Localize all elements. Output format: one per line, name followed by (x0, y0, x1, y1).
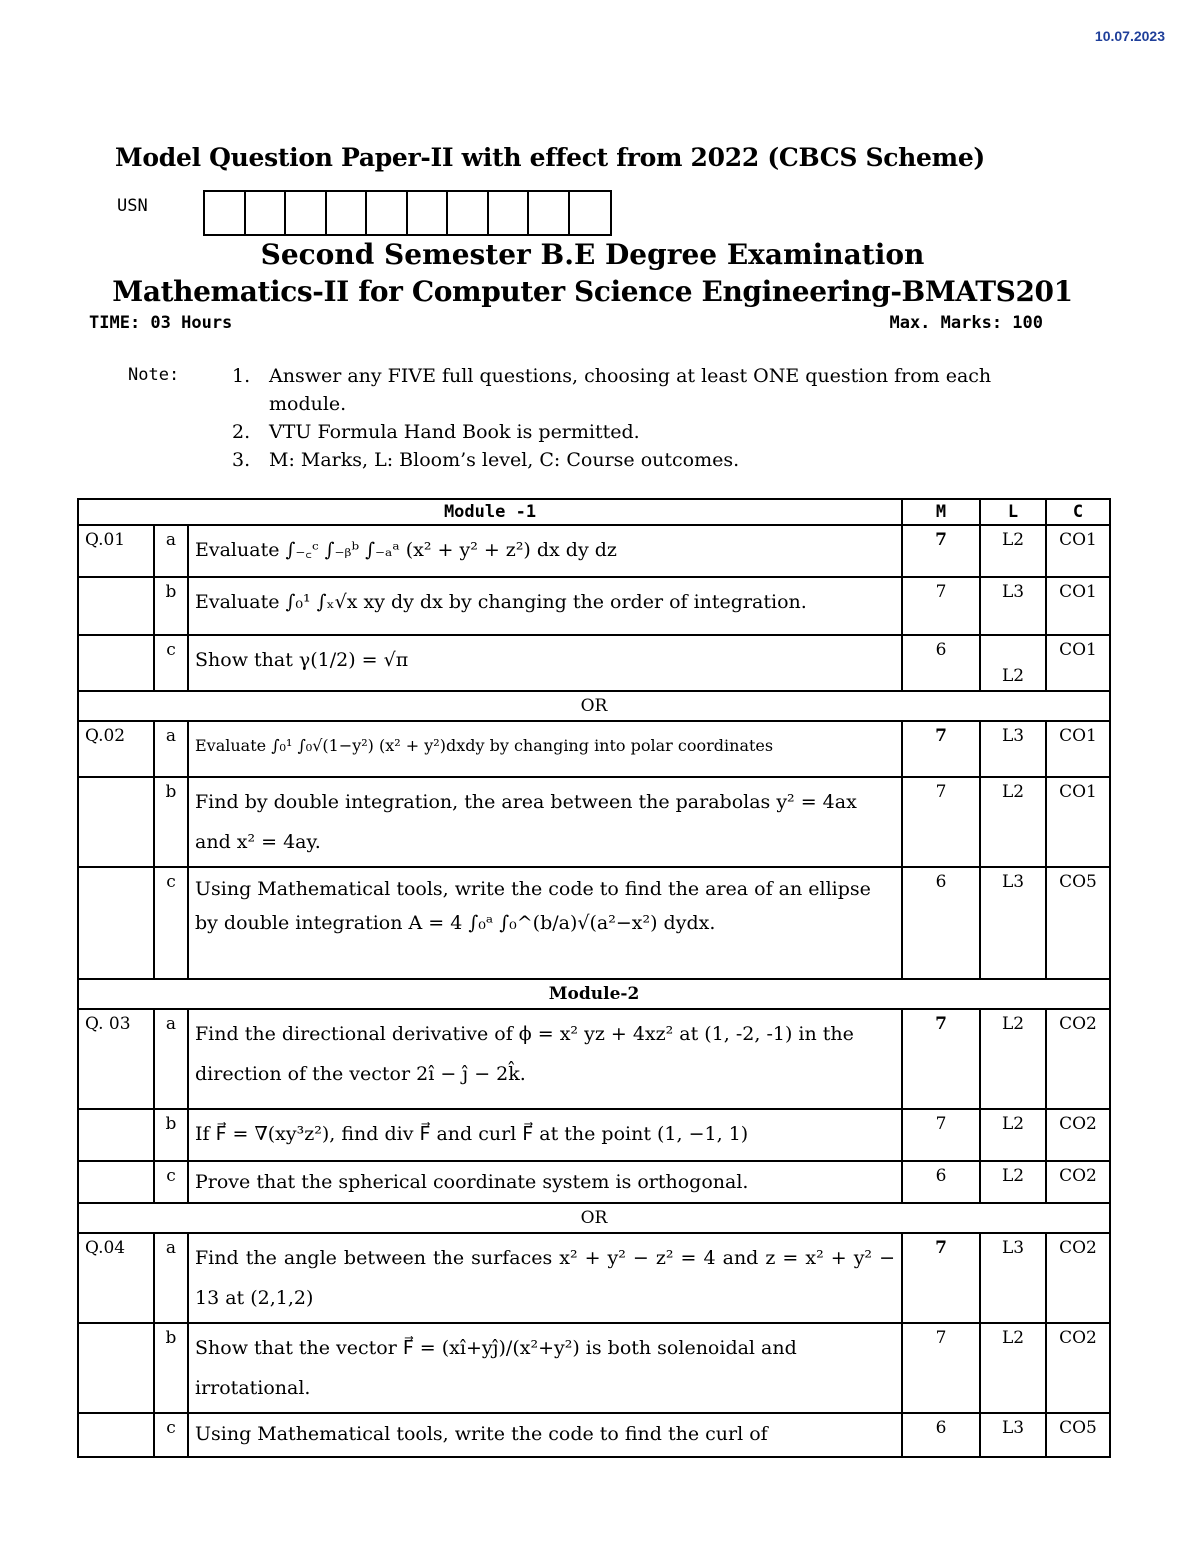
question-level: L2 (980, 525, 1046, 577)
question-marks: 6 (902, 867, 980, 979)
co-column-header: C (1046, 499, 1110, 525)
note-label: Note: (128, 365, 180, 385)
question-level: L3 (980, 1233, 1046, 1323)
question-level: L3 (980, 721, 1046, 777)
question-text: Find by double integration, the area between the parabolas y² = 4ax and x² = 4ay. (188, 777, 902, 867)
question-co: CO5 (1046, 867, 1110, 979)
question-marks: 6 (902, 1161, 980, 1203)
module-heading: Module -1 (78, 499, 902, 525)
question-part: a (154, 525, 188, 577)
question-co: CO1 (1046, 721, 1110, 777)
question-number (78, 1323, 154, 1413)
question-marks: 7 (902, 777, 980, 867)
question-text: Evaluate ∫₀¹ ∫ₓ√x xy dy dx by changing the order of integration. (188, 577, 902, 635)
question-marks: 6 (902, 635, 980, 691)
usn-label: USN (117, 196, 148, 216)
question-level: L3 (980, 1413, 1046, 1457)
question-number (78, 1413, 154, 1457)
question-marks: 7 (902, 721, 980, 777)
marks-column-header: M (902, 499, 980, 525)
question-co: CO2 (1046, 1009, 1110, 1109)
usn-box (327, 192, 368, 234)
question-marks: 7 (902, 1009, 980, 1109)
table-row (78, 721, 1110, 777)
usn-box (489, 192, 530, 234)
or-divider: OR (78, 1203, 1110, 1233)
note-text: Answer any FIVE full questions, choosing at least ONE question from each module. (269, 365, 992, 415)
usn-box (448, 192, 489, 234)
question-part: b (154, 777, 188, 867)
or-divider: OR (78, 691, 1110, 721)
question-table (77, 498, 1111, 1458)
question-text: Evaluate ∫₀¹ ∫₀√(1−y²) (x² + y²)dxdy by changing into polar coordinates (188, 721, 902, 777)
question-number: Q. 03 (78, 1009, 154, 1109)
question-co: CO2 (1046, 1161, 1110, 1203)
question-level: L2 (980, 777, 1046, 867)
question-co: CO1 (1046, 777, 1110, 867)
note-number: 1. (232, 365, 251, 387)
usn-box (570, 192, 611, 234)
note-text: M: Marks, L: Bloom’s level, C: Course outcomes. (269, 449, 740, 471)
question-co: CO2 (1046, 1109, 1110, 1161)
or-row (78, 691, 1110, 721)
usn-box (408, 192, 449, 234)
table-row (78, 1161, 1110, 1203)
question-co: CO2 (1046, 1323, 1110, 1413)
question-part: b (154, 1109, 188, 1161)
question-level: L2 (980, 635, 1046, 691)
question-number: Q.04 (78, 1233, 154, 1323)
table-row (78, 577, 1110, 635)
date-stamp: 10.07.2023 (1094, 28, 1165, 44)
question-co: CO1 (1046, 635, 1110, 691)
question-co: CO1 (1046, 525, 1110, 577)
table-row (78, 867, 1110, 979)
time-duration: TIME: 03 Hours (89, 313, 233, 333)
question-number (78, 1161, 154, 1203)
question-marks: 7 (902, 577, 980, 635)
question-marks: 6 (902, 1413, 980, 1457)
question-text: If F⃗ = ∇(xy³z²), find div F⃗ and curl F⃗ at the point (1, −1, 1) (188, 1109, 902, 1161)
exam-title: Second Semester B.E Degree Examination (260, 238, 925, 271)
question-level: L2 (980, 1109, 1046, 1161)
note-number: 2. (232, 421, 251, 443)
question-number: Q.02 (78, 721, 154, 777)
module-heading: Module-2 (78, 979, 1110, 1009)
question-text: Evaluate ∫₋꜀ᶜ ∫₋ᵦᵇ ∫₋ₐᵃ (x² + y² + z²) dx dy dz (188, 525, 902, 577)
question-co: CO5 (1046, 1413, 1110, 1457)
notes-list (232, 362, 1032, 474)
usn-box (367, 192, 408, 234)
note-number: 3. (232, 449, 251, 471)
question-text: Show that γ(1/2) = √π (188, 635, 902, 691)
table-row (78, 1009, 1110, 1109)
level-column-header: L (980, 499, 1046, 525)
question-part: c (154, 635, 188, 691)
question-level: L3 (980, 577, 1046, 635)
paper-title: Model Question Paper-II with effect from 2022 (CBCS Scheme) (115, 143, 985, 172)
question-number (78, 635, 154, 691)
module-header-row (78, 499, 1110, 525)
question-text: Show that the vector F⃗ = (xî+yĵ)/(x²+y²) is both solenoidal and irrotational. (188, 1323, 902, 1413)
question-number (78, 867, 154, 979)
question-level: L2 (980, 1161, 1046, 1203)
module-header-row (78, 979, 1110, 1009)
question-text: Find the angle between the surfaces x² + y² − z² = 4 and z = x² + y² − 13 at (2,1,2) (188, 1233, 902, 1323)
table-row (78, 1413, 1110, 1457)
question-number (78, 777, 154, 867)
usn-box (246, 192, 287, 234)
subject-title: Mathematics-II for Computer Science Engineering-BMATS201 (112, 275, 1073, 308)
question-part: c (154, 1161, 188, 1203)
question-co: CO2 (1046, 1233, 1110, 1323)
question-text: Prove that the spherical coordinate system is orthogonal. (188, 1161, 902, 1203)
question-number (78, 1109, 154, 1161)
or-row (78, 1203, 1110, 1233)
max-marks: Max. Marks: 100 (889, 313, 1043, 333)
question-level: L3 (980, 867, 1046, 979)
table-row (78, 525, 1110, 577)
question-marks: 7 (902, 1109, 980, 1161)
question-text: Using Mathematical tools, write the code to find the area of an ellipse by double integration A = 4 ∫₀ᵃ ∫₀^(b/a)√(a²−x²) dydx. (188, 867, 902, 979)
usn-boxes (203, 190, 612, 236)
question-level: L2 (980, 1323, 1046, 1413)
note-item (232, 418, 1032, 446)
question-part: b (154, 577, 188, 635)
table-row (78, 1109, 1110, 1161)
question-co: CO1 (1046, 577, 1110, 635)
question-part: a (154, 1233, 188, 1323)
usn-box (286, 192, 327, 234)
question-number (78, 577, 154, 635)
question-marks: 7 (902, 1323, 980, 1413)
note-item (232, 362, 1032, 418)
table-row (78, 1323, 1110, 1413)
question-part: c (154, 867, 188, 979)
question-text: Find the directional derivative of ϕ = x² yz + 4xz² at (1, -2, -1) in the direction of the vector 2î − ĵ − 2k̂. (188, 1009, 902, 1109)
usn-box (529, 192, 570, 234)
question-part: a (154, 721, 188, 777)
table-row (78, 635, 1110, 691)
table-row (78, 777, 1110, 867)
question-level: L2 (980, 1009, 1046, 1109)
note-item (232, 446, 1032, 474)
question-number: Q.01 (78, 525, 154, 577)
question-part: a (154, 1009, 188, 1109)
table-row (78, 1233, 1110, 1323)
usn-box (205, 192, 246, 234)
note-text: VTU Formula Hand Book is permitted. (269, 421, 640, 443)
question-marks: 7 (902, 1233, 980, 1323)
question-part: c (154, 1413, 188, 1457)
question-text: Using Mathematical tools, write the code to find the curl of (188, 1413, 902, 1457)
question-part: b (154, 1323, 188, 1413)
question-marks: 7 (902, 525, 980, 577)
